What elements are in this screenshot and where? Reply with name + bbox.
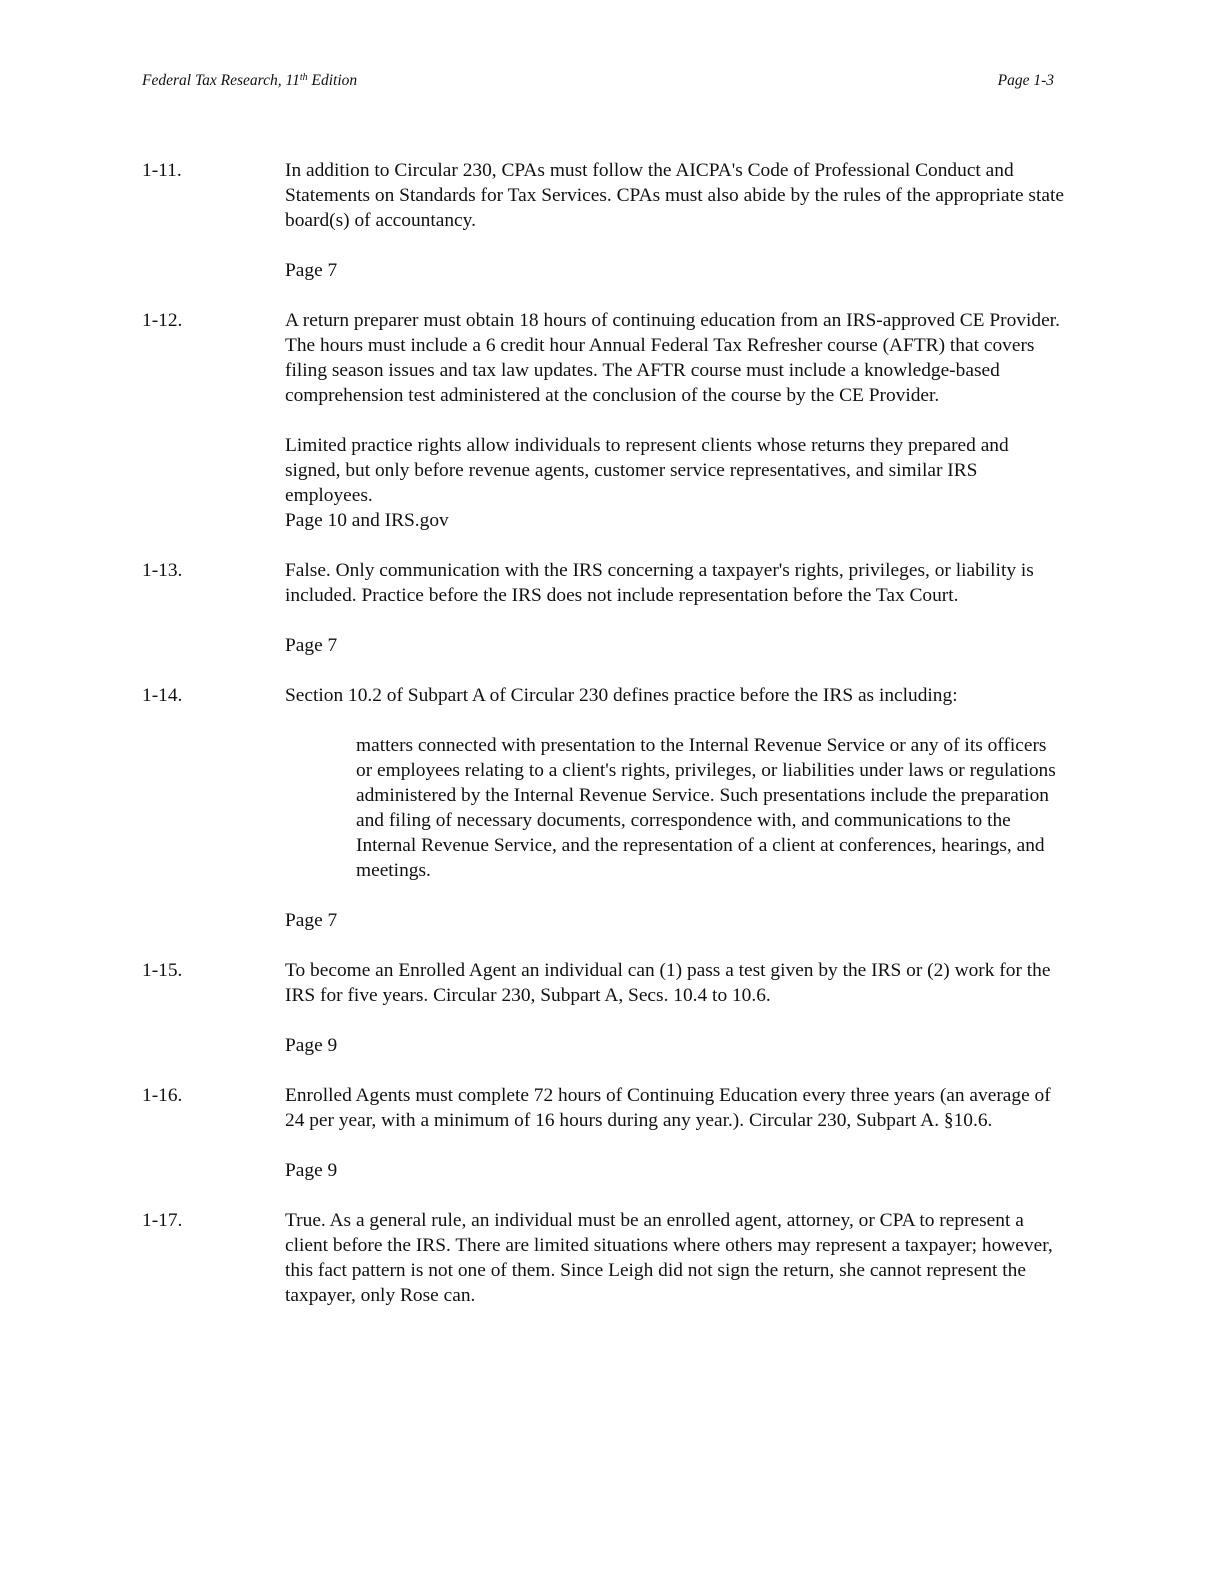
answer-1-17: [142, 1208, 1082, 1308]
answer-1-15: [142, 958, 1082, 1058]
answer-1-14: [142, 683, 1082, 933]
block-quote: matters connected with presentation to the Internal Revenue Service or any of its officers or employees relating to a client's rights, privileges, or liabilities under laws or regulations administered by the Internal Revenue Service. Such presentations include the preparation and filing of necessary documents, correspondence with, and communications to the Internal Revenue Service, and the representation of a client at conferences, hearings, and meetings.: [356, 735, 1056, 881]
answer-text: True. As a general rule, an individual must be an enrolled agent, attorney, or CPA to represent a client before the IRS. There are limited situations where others may represent a taxpayer; however, this fact pattern is not one of them. Since Leigh did not sign the return, she cannot represent the taxpayer, only Rose can.: [285, 1210, 1053, 1306]
answer-text-limited-practice: Limited practice rights allow individuals to represent clients whose returns they prepared and signed, but only before revenue agents, customer service representatives, and similar IRS employees.: [285, 435, 1009, 506]
answer-1-12: [142, 308, 1082, 533]
page-reference: Page 9: [285, 1160, 338, 1181]
page-reference: Page 7: [285, 635, 338, 656]
answer-number: 1-16.: [142, 1085, 183, 1106]
page-reference: Page 7: [285, 910, 338, 931]
answer-text: In addition to Circular 230, CPAs must follow the AICPA's Code of Professional Conduct and Statements on Standards for Tax Services. CPAs must also abide by the rules of the appropriate state board(s) of accountancy.: [285, 160, 1064, 231]
answer-text: False. Only communication with the IRS concerning a taxpayer's rights, privileges, or liability is included. Practice before the IRS does not include representation before the Tax Court.: [285, 560, 1034, 606]
answer-1-11: [142, 158, 1082, 283]
page-reference: Page 10 and IRS.gov: [285, 510, 449, 531]
answer-text: A return preparer must obtain 18 hours of continuing education from an IRS-approved CE Provider. The hours must include a 6 credit hour Annual Federal Tax Refresher course (AFTR) that covers filing season issues and tax law updates. The AFTR course must include a knowledge-based comprehension test administered at the conclusion of the course by the CE Provider.: [285, 310, 1060, 406]
answer-text: Section 10.2 of Subpart A of Circular 230 defines practice before the IRS as including:: [285, 685, 958, 706]
answer-number: 1-11.: [142, 160, 182, 181]
running-header: [142, 72, 1054, 94]
answer-text: To become an Enrolled Agent an individual can (1) pass a test given by the IRS or (2) work for the IRS for five years. Circular 230, Subpart A, Secs. 10.4 to 10.6.: [285, 960, 1051, 1006]
header-page-number: Page 1-3: [997, 72, 1054, 89]
answer-text: Enrolled Agents must complete 72 hours of Continuing Education every three years (an average of 24 per year, with a minimum of 16 hours during any year.). Circular 230, Subpart A. §10.6.: [285, 1085, 1051, 1131]
answer-number: 1-17.: [142, 1210, 183, 1231]
page-reference: Page 9: [285, 1035, 338, 1056]
page-reference: Page 7: [285, 260, 338, 281]
answer-number: 1-14.: [142, 685, 183, 706]
answer-number: 1-12.: [142, 310, 183, 331]
answer-list: [142, 158, 1082, 1333]
header-book-title: Federal Tax Research, 11th Edition: [142, 72, 358, 89]
answer-1-16: [142, 1083, 1082, 1183]
answer-1-13: [142, 558, 1082, 658]
answer-number: 1-13.: [142, 560, 183, 581]
answer-number: 1-15.: [142, 960, 183, 981]
